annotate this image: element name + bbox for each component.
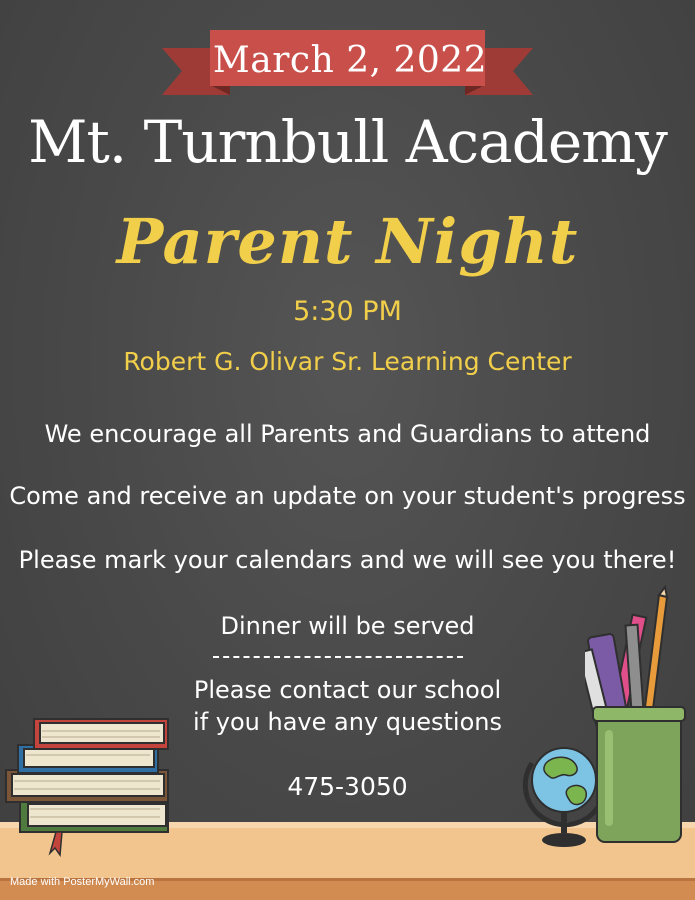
pencil-cup-icon	[585, 585, 690, 850]
school-name: Mt. Turnbull Academy	[28, 108, 667, 176]
contact-line: Please contact our school	[193, 676, 502, 704]
message-line: Come and receive an update on your student's progress	[9, 482, 686, 510]
dashed-divider	[213, 656, 463, 658]
message-line: Please mark your calendars and we will see you there!	[18, 546, 677, 574]
dinner-note: Dinner will be served	[220, 612, 475, 640]
message-line: We encourage all Parents and Guardians to attend	[44, 420, 651, 448]
event-name: Parent Night	[116, 205, 579, 278]
book-stack-icon	[0, 705, 185, 860]
event-time: 5:30 PM	[293, 296, 402, 327]
event-date: March 2, 2022	[212, 39, 488, 81]
contact-line: if you have any questions	[193, 708, 502, 736]
phone-number: 475-3050	[287, 772, 408, 801]
credit-text: Made with PosterMyWall.com	[10, 876, 155, 888]
event-venue: Robert G. Olivar Sr. Learning Center	[123, 347, 572, 376]
